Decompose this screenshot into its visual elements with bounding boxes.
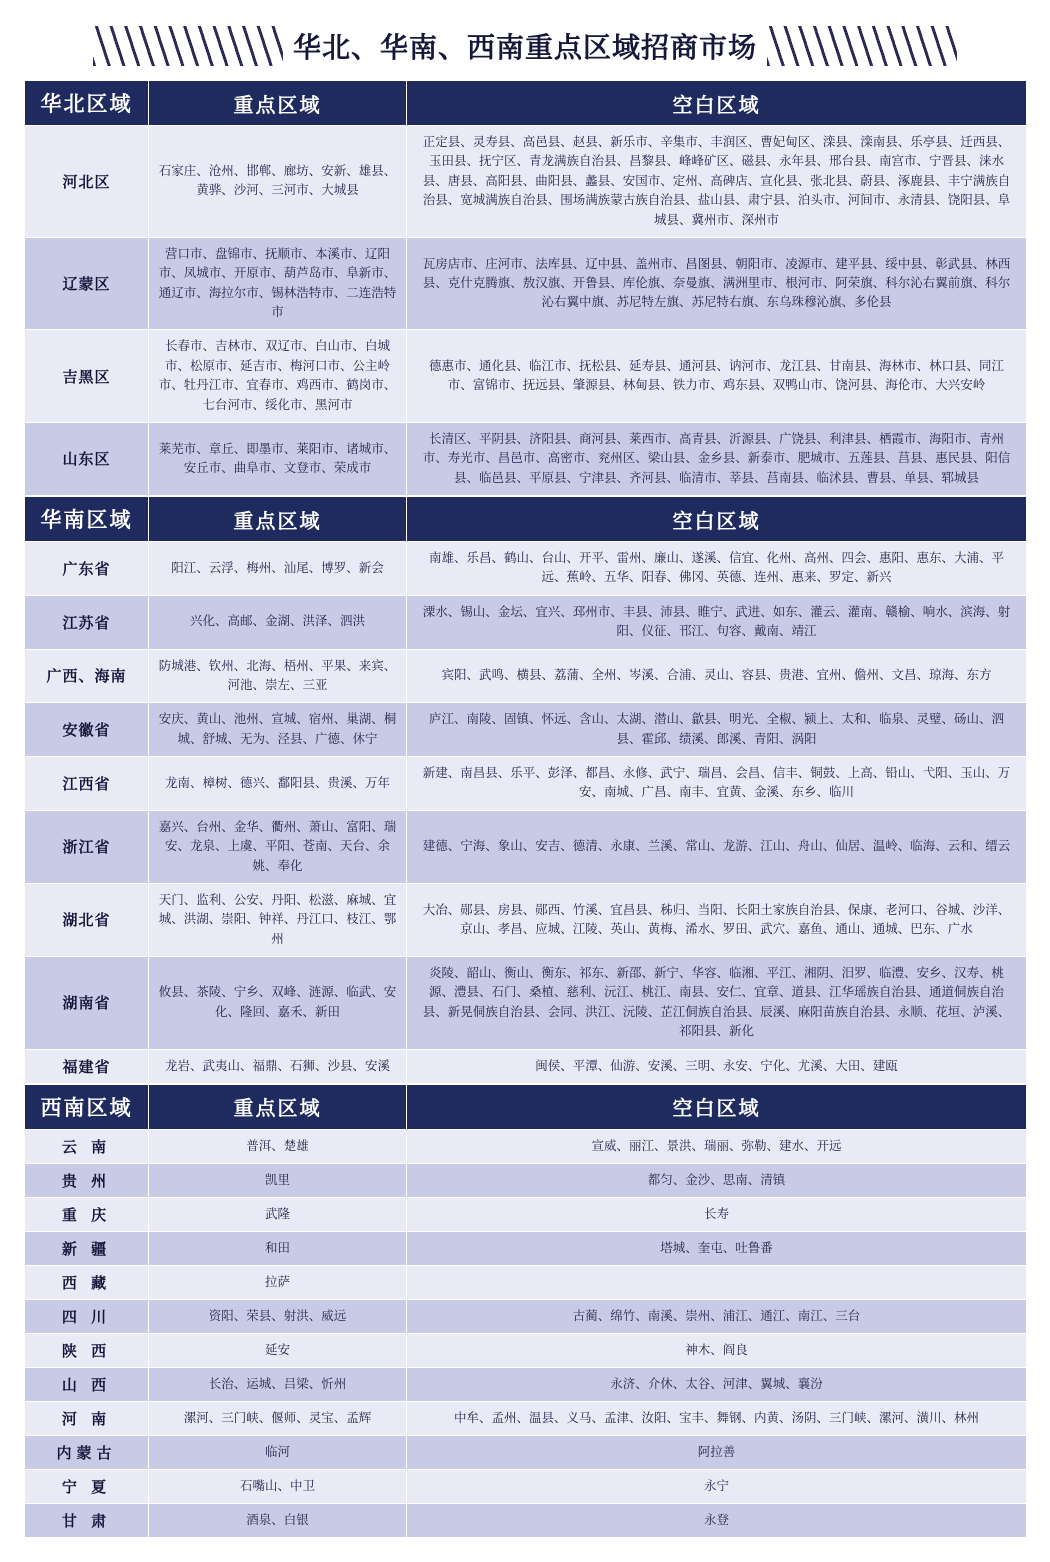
row-name: 云 南 <box>25 1129 149 1163</box>
col-header-key: 重点区域 <box>149 81 407 126</box>
row-blank-areas: 德惠市、通化县、临江市、抚松县、延寿县、通河县、讷河市、龙江县、甘南县、海林市、林口县、同江市、富锦市、抚远县、肇源县、林甸县、铁力市、鸡东县、双鸭山市、饶河县、海伦市、大兴安岭 <box>407 330 1027 423</box>
row-blank-areas: 大冶、郧县、房县、郧西、竹溪、宜昌县、秭归、当阳、长阳土家族自治县、保康、老河口、谷城、沙洋、京山、孝昌、应城、江陵、英山、黄梅、浠水、罗田、武穴、嘉鱼、通山、通城、巴东、广水 <box>407 883 1027 956</box>
row-key-areas: 漯河、三门峡、偃师、灵宝、孟辉 <box>149 1401 407 1435</box>
table-row <box>25 1129 1027 1163</box>
row-name: 西 藏 <box>25 1265 149 1299</box>
table-row <box>25 542 1027 596</box>
row-key-areas: 和田 <box>149 1231 407 1265</box>
row-name: 内蒙古 <box>25 1435 149 1469</box>
hatch-decoration-left <box>93 26 283 66</box>
row-blank-areas: 溧水、锡山、金坛、宜兴、邳州市、丰县、沛县、睢宁、武进、如东、灌云、灌南、赣榆、响水、滨海、射阳、仪征、邗江、句容、戴南、靖江 <box>407 595 1027 649</box>
row-key-areas: 营口市、盘锦市、抚顺市、本溪市、辽阳市、凤城市、开原市、葫芦岛市、阜新市、通辽市、海拉尔市、锡林浩特市、二连浩特市 <box>149 237 407 330</box>
row-name: 四 川 <box>25 1299 149 1333</box>
row-name: 安徽省 <box>25 703 149 757</box>
row-key-areas: 武隆 <box>149 1197 407 1231</box>
page-title: 华北、华南、西南重点区域招商市场 <box>292 32 757 63</box>
table-row <box>25 1435 1027 1469</box>
row-key-areas: 龙岩、武夷山、福鼎、石狮、沙县、安溪 <box>149 1049 407 1083</box>
row-name: 贵 州 <box>25 1163 149 1197</box>
section-title-north: 华北区域 <box>25 81 149 126</box>
row-blank-areas: 新建、南昌县、乐平、彭泽、都昌、永修、武宁、瑞昌、会昌、信丰、铜鼓、上高、铅山、弋阳、玉山、万安、南城、广昌、南丰、宜黄、金溪、东乡、临川 <box>407 757 1027 811</box>
row-key-areas: 延安 <box>149 1333 407 1367</box>
row-key-areas: 长治、运城、吕梁、忻州 <box>149 1367 407 1401</box>
row-key-areas: 长春市、吉林市、双辽市、白山市、白城市、松原市、延吉市、梅河口市、公主岭市、牡丹江市、宜春市、鸡西市、鹤岗市、七台河市、绥化市、黑河市 <box>149 330 407 423</box>
row-name: 江西省 <box>25 757 149 811</box>
row-blank-areas: 正定县、灵寿县、高邑县、赵县、新乐市、辛集市、丰润区、曹妃甸区、滦县、滦南县、乐亭县、迁西县、玉田县、抚宁区、青龙满族自治县、昌黎县、峰峰矿区、磁县、永年县、邢台县、南宫市、宁晋县、涞水县、唐县、高阳县、曲阳县、蠡县、安国市、定州、高碑店、宣化县、张北县、蔚县、涿鹿县、丰宁满族自治县、宽城满族自治县、围场满族蒙古族自治县、盐山县、肃宁县、泊头市、河间市、永清县、饶阳县、阜城县、冀州市、深州市 <box>407 126 1027 238</box>
row-key-areas: 兴化、高邮、金湖、洪泽、泗洪 <box>149 595 407 649</box>
row-key-areas: 酒泉、白银 <box>149 1503 407 1537</box>
row-key-areas: 石嘴山、中卫 <box>149 1469 407 1503</box>
table-south-china <box>24 496 1027 1084</box>
table-row <box>25 1469 1027 1503</box>
row-key-areas: 资阳、荣县、射洪、威远 <box>149 1299 407 1333</box>
hatch-decoration-right <box>767 26 957 66</box>
section-header-row <box>25 81 1027 126</box>
row-blank-areas: 长寿 <box>407 1197 1027 1231</box>
row-name: 江苏省 <box>25 595 149 649</box>
row-name: 浙江省 <box>25 810 149 883</box>
table-row <box>25 649 1027 703</box>
section-title-southwest: 西南区域 <box>25 1084 149 1129</box>
row-key-areas: 普洱、楚雄 <box>149 1129 407 1163</box>
row-name: 广东省 <box>25 542 149 596</box>
row-blank-areas: 神木、阎良 <box>407 1333 1027 1367</box>
row-blank-areas: 塔城、奎屯、吐鲁番 <box>407 1231 1027 1265</box>
row-blank-areas: 长清区、平阴县、济阳县、商河县、莱西市、高青县、沂源县、广饶县、利津县、栖霞市、海阳市、青州市、寿光市、昌邑市、高密市、兖州区、梁山县、金乡县、新泰市、肥城市、五莲县、莒县、惠民县、阳信县、临邑县、平原县、宁津县、齐河县、临清市、莘县、莒南县、临沭县、曹县、单县、郓城县 <box>407 422 1027 495</box>
row-key-areas: 安庆、黄山、池州、宣城、宿州、巢湖、桐城、舒城、无为、泾县、广德、休宁 <box>149 703 407 757</box>
col-header-blank: 空白区域 <box>407 497 1027 542</box>
title-row <box>24 26 1026 66</box>
row-name: 重 庆 <box>25 1197 149 1231</box>
row-key-areas: 凯里 <box>149 1163 407 1197</box>
row-blank-areas: 中牟、孟州、温县、义马、孟津、汝阳、宝丰、舞钢、内黄、汤阴、三门峡、漯河、潢川、林州 <box>407 1401 1027 1435</box>
table-row <box>25 757 1027 811</box>
row-name: 河北区 <box>25 126 149 238</box>
table-southwest <box>24 1084 1027 1538</box>
row-name: 山 西 <box>25 1367 149 1401</box>
col-header-key: 重点区域 <box>149 1084 407 1129</box>
row-blank-areas: 瓦房店市、庄河市、法库县、辽中县、盖州市、昌图县、朝阳市、凌源市、建平县、绥中县、彰武县、林西县、克什克腾旗、敖汉旗、开鲁县、库伦旗、奈曼旗、满洲里市、根河市、阿荣旗、科尔沁右翼前旗、科尔沁右翼中旗、苏尼特左旗、苏尼特右旗、东乌珠穆沁旗、多伦县 <box>407 237 1027 330</box>
table-row <box>25 1367 1027 1401</box>
row-blank-areas: 永登 <box>407 1503 1027 1537</box>
row-blank-areas: 永宁 <box>407 1469 1027 1503</box>
row-key-areas: 石家庄、沧州、邯郸、廊坊、安新、雄县、黄骅、沙河、三河市、大城县 <box>149 126 407 238</box>
row-blank-areas: 都匀、金沙、思南、清镇 <box>407 1163 1027 1197</box>
table-row <box>25 703 1027 757</box>
row-blank-areas: 宣威、丽江、景洪、瑞丽、弥勒、建水、开远 <box>407 1129 1027 1163</box>
row-name: 吉黑区 <box>25 330 149 423</box>
section-header-row <box>25 497 1027 542</box>
row-key-areas: 拉萨 <box>149 1265 407 1299</box>
table-row <box>25 330 1027 423</box>
row-name: 新 疆 <box>25 1231 149 1265</box>
table-row <box>25 126 1027 238</box>
row-blank-areas: 古蔺、绵竹、南溪、崇州、浦江、通江、南江、三台 <box>407 1299 1027 1333</box>
row-key-areas: 天门、监利、公安、丹阳、松滋、麻城、宜城、洪湖、崇阳、钟祥、丹江口、枝江、鄂州 <box>149 883 407 956</box>
row-name: 福建省 <box>25 1049 149 1083</box>
row-key-areas: 龙南、樟树、德兴、鄱阳县、贵溪、万年 <box>149 757 407 811</box>
row-blank-areas: 阿拉善 <box>407 1435 1027 1469</box>
row-name: 甘 肃 <box>25 1503 149 1537</box>
table-row <box>25 1265 1027 1299</box>
row-name: 山东区 <box>25 422 149 495</box>
table-row <box>25 1231 1027 1265</box>
row-blank-areas: 宾阳、武鸣、横县、荔蒲、全州、岑溪、合浦、灵山、容县、贵港、宜州、儋州、文昌、琼海、东方 <box>407 649 1027 703</box>
col-header-key: 重点区域 <box>149 497 407 542</box>
table-row <box>25 1503 1027 1537</box>
table-row <box>25 810 1027 883</box>
row-name: 陕 西 <box>25 1333 149 1367</box>
table-north-china <box>24 80 1027 496</box>
row-name: 辽蒙区 <box>25 237 149 330</box>
row-key-areas: 攸县、茶陵、宁乡、双峰、涟源、临武、安化、隆回、嘉禾、新田 <box>149 957 407 1050</box>
row-name: 河 南 <box>25 1401 149 1435</box>
table-row <box>25 422 1027 495</box>
table-row <box>25 1197 1027 1231</box>
row-blank-areas: 庐江、南陵、固镇、怀远、含山、太湖、潜山、歙县、明光、全椒、颍上、太和、临泉、灵璧、砀山、泗县、霍邱、绩溪、郎溪、青阳、涡阳 <box>407 703 1027 757</box>
table-row <box>25 957 1027 1050</box>
row-name: 湖南省 <box>25 957 149 1050</box>
table-row <box>25 595 1027 649</box>
row-key-areas: 临河 <box>149 1435 407 1469</box>
table-row <box>25 237 1027 330</box>
row-key-areas: 防城港、钦州、北海、梧州、平果、来宾、河池、崇左、三亚 <box>149 649 407 703</box>
section-header-row <box>25 1084 1027 1129</box>
row-name: 广西、海南 <box>25 649 149 703</box>
row-name: 宁 夏 <box>25 1469 149 1503</box>
row-blank-areas: 永济、介休、太谷、河津、翼城、襄汾 <box>407 1367 1027 1401</box>
row-name: 湖北省 <box>25 883 149 956</box>
row-blank-areas: 南雄、乐昌、鹤山、台山、开平、雷州、廉山、遂溪、信宜、化州、高州、四会、惠阳、惠东、大浦、平远、蕉岭、五华、阳春、佛冈、英德、连州、惠来、罗定、新兴 <box>407 542 1027 596</box>
row-key-areas: 阳江、云浮、梅州、汕尾、博罗、新会 <box>149 542 407 596</box>
row-key-areas: 莱芜市、章丘、即墨市、莱阳市、诸城市、安丘市、曲阜市、文登市、荣成市 <box>149 422 407 495</box>
col-header-blank: 空白区域 <box>407 1084 1027 1129</box>
table-row <box>25 1333 1027 1367</box>
row-blank-areas: 炎陵、韶山、衡山、衡东、祁东、新邵、新宁、华容、临湘、平江、湘阴、汨罗、临澧、安乡、汉寿、桃源、澧县、石门、桑植、慈利、沅江、桃江、南县、安仁、宜章、道县、江华瑶族自治县、通道侗族自治县、新晃侗族自治县、会同、洪江、沅陵、芷江侗族自治县、辰溪、麻阳苗族自治县、永顺、花垣、泸溪、祁阳县、新化 <box>407 957 1027 1050</box>
col-header-blank: 空白区域 <box>407 81 1027 126</box>
table-row <box>25 1163 1027 1197</box>
table-row <box>25 1401 1027 1435</box>
row-key-areas: 嘉兴、台州、金华、衢州、萧山、富阳、瑞安、龙泉、上虞、平阳、苍南、天台、余姚、奉化 <box>149 810 407 883</box>
row-blank-areas: 闽侯、平潭、仙游、安溪、三明、永安、宁化、尤溪、大田、建瓯 <box>407 1049 1027 1083</box>
section-title-south: 华南区域 <box>25 497 149 542</box>
row-blank-areas: 建德、宁海、象山、安吉、德清、永康、兰溪、常山、龙游、江山、舟山、仙居、温岭、临海、云和、缙云 <box>407 810 1027 883</box>
table-row <box>25 883 1027 956</box>
row-blank-areas <box>407 1265 1027 1299</box>
table-row <box>25 1049 1027 1083</box>
table-row <box>25 1299 1027 1333</box>
